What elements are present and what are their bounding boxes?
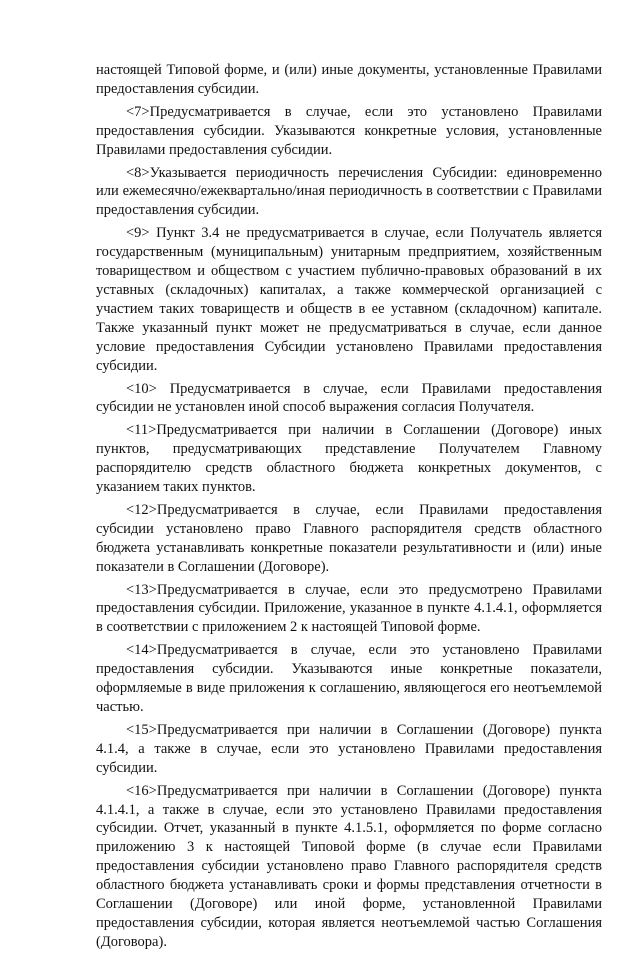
document-text-body xyxy=(96,61,602,956)
footnote-8: <8>Указывается периодичность перечисления Субсидии: единовременно или ежемесячно/ежеквартально/иная периодичность в соответствии с Правилами предоставления субсидии. xyxy=(96,164,602,219)
footnote-11: <11>Предусматривается при наличии в Соглашении (Договоре) иных пунктов, предусматривающих представление Получателем Главному распорядителю средств областного бюджета конкретных документов, с указанием таких пунктов. xyxy=(96,422,602,496)
footnote-16: <16>Предусматривается при наличии в Соглашении (Договоре) пункта 4.1.4.1, а также в случае, если это установлено Правилами предоставления субсидии. Отчет, указанный в пункте 4.1.5.1, оформляется по форме согласно приложению 3 к настоящей Типовой форме (в случае если Правилами предоставления субсидии установлено право Главного распорядителя средств областного бюджета устанавливать сроки и формы представления отчетности в Соглашении (Договоре) или иной форме, установленной Правилами предоставления субсидии, которая является неотъемлемой частью Соглашения (Договора). xyxy=(96,782,602,950)
footnote-7: <7>Предусматривается в случае, если это установлено Правилами предоставления субсидии. Указываются конкретные условия, установленные Правилами предоставления субсидии. xyxy=(96,103,602,158)
footnote-9: <9> Пункт 3.4 не предусматривается в случае, если Получатель является государственным (муниципальным) унитарным предприятием, хозяйственным товариществом и обществом с участием публично-правовых образований в их уставных (складочных) капиталах, а также коммерческой организацией с участием таких товариществ и обществ в ее уставном (складочном) капитале. Также указанный пункт может не предусматриваться в случае, если данное условие предоставления Субсидии установлено Правилами предоставления субсидии. xyxy=(96,225,602,374)
paragraph-continuation: настоящей Типовой форме, и (или) иные документы, установленные Правилами предоставления субсидии. xyxy=(96,62,602,97)
footnote-13: <13>Предусматривается в случае, если это предусмотрено Правилами предоставления субсидии. Приложение, указанное в пункте 4.1.4.1, оформляется в соответствии с приложением 2 к настоящей Типовой форме. xyxy=(96,581,602,636)
footnote-10: <10> Предусматривается в случае, если Правилами предоставления субсидии не установлен иной способ выражения согласия Получателя. xyxy=(96,380,602,416)
footnote-15: <15>Предусматривается при наличии в Соглашении (Договоре) пункта 4.1.4, а также в случае, если это установлено Правилами предоставления субсидии. xyxy=(96,721,602,776)
footnote-12: <12>Предусматривается в случае, если Правилами предоставления субсидии установлено право Главного распорядителя средств областного бюджета устанавливать конкретные показатели результативности и (или) иные показатели в Соглашении (Договоре). xyxy=(96,501,602,575)
footnote-14: <14>Предусматривается в случае, если это установлено Правилами предоставления субсидии. Указываются иные конкретные показатели, оформляемые в виде приложения к соглашению, являющегося его неотъемлемой частью. xyxy=(96,642,602,715)
